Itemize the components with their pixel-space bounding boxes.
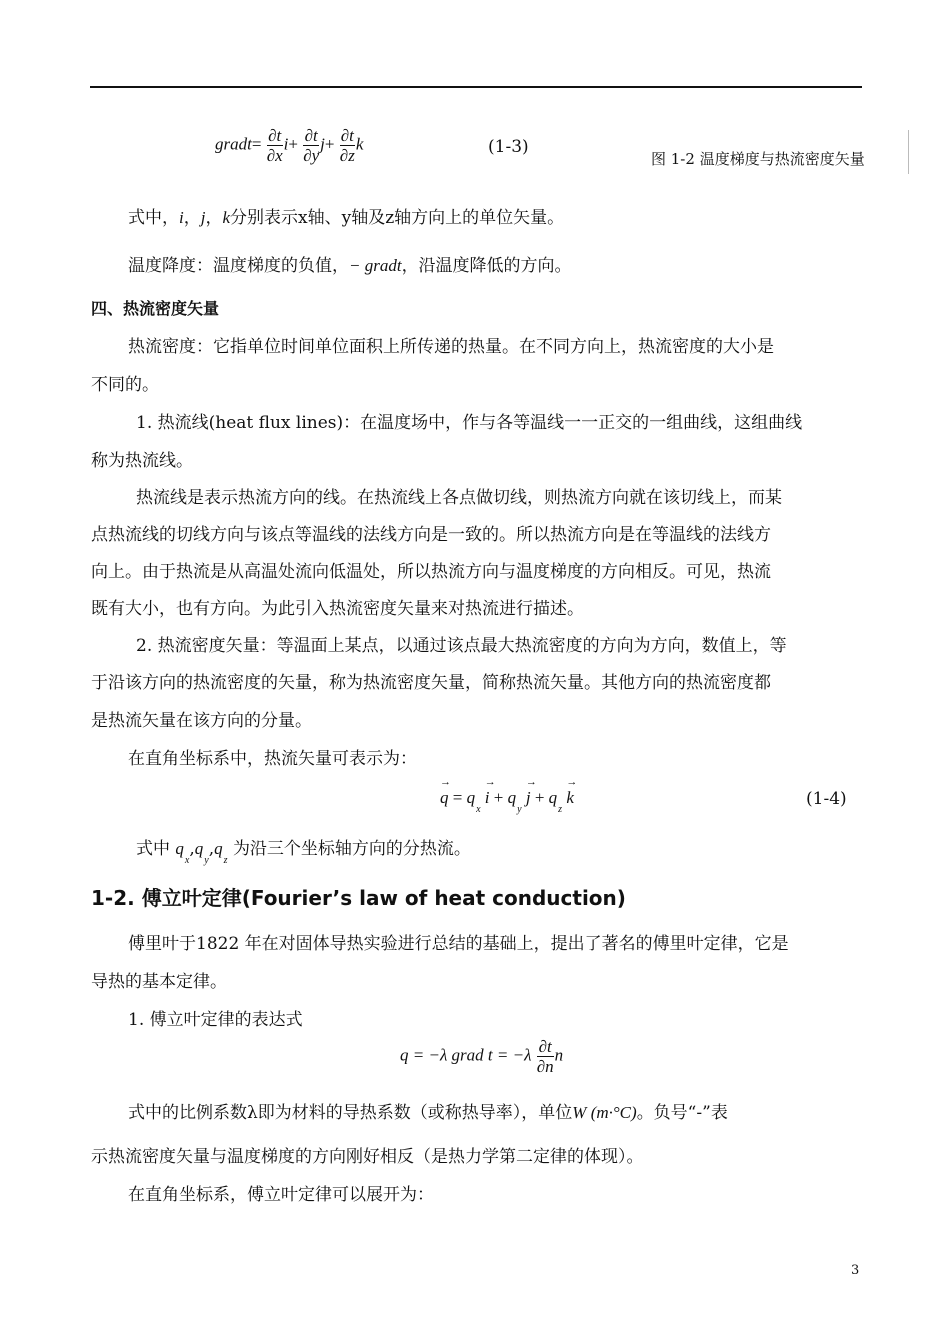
subscript-x: x — [184, 855, 190, 866]
text: ，沿温度降低的方向。 — [401, 256, 572, 276]
plus-sign: + — [324, 134, 335, 154]
text: ， — [205, 208, 223, 228]
eq-lhs: gradt — [215, 134, 252, 154]
equation-1-4 — [440, 788, 574, 815]
component-q: q — [548, 788, 558, 807]
numerator: ∂t — [340, 126, 354, 145]
text: 分别表示x轴、y轴及z轴方向上的单位矢量。 — [230, 208, 565, 228]
vector-i: → i — [485, 788, 490, 808]
text: 式中， — [128, 208, 179, 228]
fourier-para-line1: 傅里叶于1822 年在对固体导热实验进行总结的基础上，提出了著名的傅里叶定律，它是 — [128, 934, 789, 954]
numerator: ∂t — [538, 1037, 552, 1056]
numerator: ∂t — [304, 126, 318, 145]
item2-line1: 2. 热流密度矢量：等温面上某点，以通过该点最大热流密度的方向为方向，数值上，等 — [136, 636, 787, 656]
text: 为沿三个坐标轴方向的分热流。 — [232, 839, 471, 859]
comma: , — [208, 839, 215, 859]
symbol-k: k — [222, 208, 231, 227]
fourier-para-line2: 导热的基本定律。 — [91, 972, 227, 992]
normal-vector-n: n — [554, 1045, 564, 1065]
paragraph-expand: 在直角坐标系，傅立叶定律可以展开为： — [128, 1185, 434, 1205]
denominator: ∂x — [266, 146, 283, 165]
fluxline-para-line2: 点热流线的切线方向与该点等温线的法线方向是一致的。所以热流方向是在等温线的法线方 — [91, 525, 771, 545]
denominator: ∂n — [536, 1057, 554, 1076]
text: 式中的比例系数λ即为材料的导热系数（或称热导率），单位 — [128, 1103, 573, 1123]
plus-sign: + — [288, 134, 298, 154]
equation-1-3 — [215, 126, 363, 165]
equation-label-1-3: (1-3) — [488, 137, 529, 157]
vector-q: → q — [440, 788, 449, 808]
plus-sign: + — [493, 788, 504, 807]
section-heading-1-2 — [91, 882, 626, 911]
component-q: q — [194, 839, 204, 858]
unit: W (m·°C) — [572, 1103, 637, 1122]
subscript-z: z — [558, 804, 563, 815]
figure-caption: 图 1-2 温度梯度与热流密度矢量 — [651, 150, 865, 168]
section-title: 傅立叶定律(Fourier’s law of heat conduction) — [141, 886, 626, 910]
page-number: 3 — [851, 1263, 860, 1278]
eq-sign: = — [251, 134, 262, 154]
subscript-y: y — [204, 855, 209, 866]
fraction-dt-dz — [340, 126, 355, 165]
fraction-dt-dx — [267, 126, 283, 165]
numerator: ∂t — [268, 126, 282, 145]
eq-sign: = — [452, 788, 463, 807]
paragraph-temperature-drop — [128, 251, 572, 276]
unit-vector-j: j — [320, 134, 325, 154]
subscript-x: x — [476, 804, 481, 815]
component-q: q — [175, 839, 184, 858]
unit-vector-k: k — [355, 134, 364, 154]
denominator: ∂z — [339, 146, 355, 165]
item2-line2: 于沿该方向的热流密度的矢量，称为热流密度矢量，简称热流矢量。其他方向的热流密度都 — [91, 673, 771, 693]
comma: , — [189, 839, 195, 859]
component-q: q — [214, 839, 223, 858]
paragraph-cartesian: 在直角坐标系中，热流矢量可表示为： — [128, 749, 417, 769]
text: 温度降度：温度梯度的负值， — [128, 256, 349, 276]
section-number: 1-2. — [91, 886, 135, 910]
header-rule — [90, 86, 862, 88]
vector-k: → k — [566, 788, 574, 808]
section-heading-4: 四、热流密度矢量 — [91, 299, 220, 318]
fraction-dt-dy — [303, 126, 319, 165]
symbol-i: i — [179, 208, 184, 227]
lambda-para-line1 — [128, 1098, 728, 1123]
eq-lhs: q = −λ grad t = −λ — [400, 1045, 532, 1065]
lambda-para-line2: 示热流密度矢量与温度梯度的方向刚好相反（是热力学第二定律的体现）。 — [91, 1147, 644, 1167]
denominator: ∂y — [303, 146, 320, 165]
fourier-equation — [400, 1037, 563, 1076]
item-fourier-expression: 1. 傅立叶定律的表达式 — [128, 1010, 303, 1030]
component-q: q — [466, 788, 476, 807]
paragraph-unit-vectors — [128, 203, 564, 228]
text: 式中 — [136, 839, 170, 859]
unit-vector-i: i — [283, 134, 289, 154]
component-q: q — [507, 788, 517, 807]
equation-label-1-4: (1-4) — [806, 789, 847, 809]
flux-definition-line2: 不同的。 — [91, 375, 159, 395]
item2-line3: 是热流矢量在该方向的分量。 — [91, 711, 312, 731]
plus-sign: + — [534, 788, 545, 807]
neg-gradient: − gradt — [349, 256, 402, 275]
paragraph-components — [136, 834, 471, 866]
subscript-z: z — [223, 855, 228, 866]
flux-definition-line1: 热流密度：它指单位时间单位面积上所传递的热量。在不同方向上，热流密度的大小是 — [128, 337, 774, 357]
item1-line2: 称为热流线。 — [91, 451, 193, 471]
symbol-j: j — [200, 208, 206, 227]
subscript-y: y — [517, 804, 522, 815]
vector-j: → j — [526, 788, 531, 808]
fluxline-para-line4: 既有大小，也有方向。为此引入热流密度矢量来对热流进行描述。 — [91, 599, 584, 619]
fraction-dt-dn — [537, 1037, 554, 1076]
text: ， — [183, 208, 201, 228]
fluxline-para-line1: 热流线是表示热流方向的线。在热流线上各点做切线，则热流方向就在该切线上，而某 — [136, 488, 782, 508]
text: 。负号“-”表 — [636, 1103, 728, 1123]
item1-line1: 1. 热流线(heat flux lines)：在温度场中，作与各等温线一一正交的一组曲线，这组曲线 — [136, 413, 803, 433]
fluxline-para-line3: 向上。由于热流是从高温处流向低温处，所以热流方向与温度梯度的方向相反。可见，热流 — [91, 562, 771, 582]
figure-edge-mark — [908, 130, 909, 174]
